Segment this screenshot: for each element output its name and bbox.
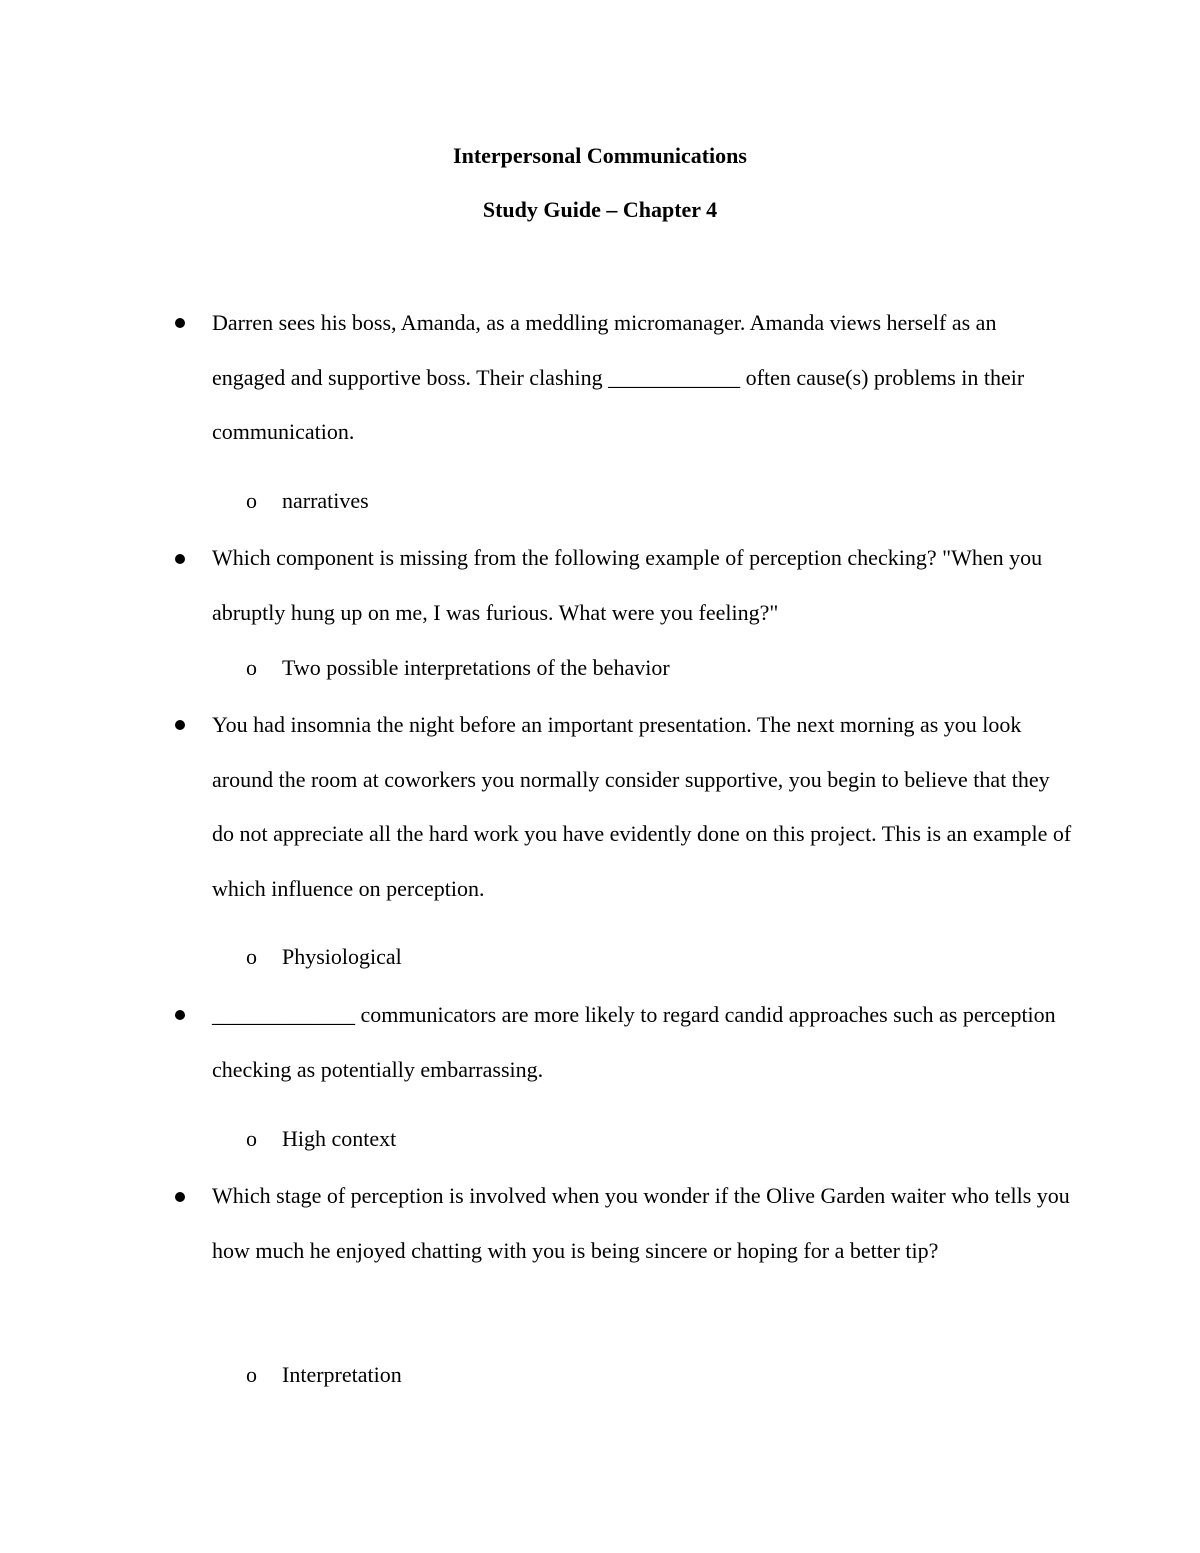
answer-marker: o <box>246 944 257 969</box>
question-3: You had insomnia the night before an important presentation. The next morning as you look around the room at coworkers you normally consider supportive, you begin to believe that they do not appreciate all the hard work you have evidently done on this project. This is an example of which influence on perception. <box>212 712 1072 901</box>
bullet-icon <box>175 1010 185 1020</box>
question-5: Which stage of perception is involved when you wonder if the Olive Garden waiter who tells you how much he enjoyed chatting with you is being sincere or hoping for a better tip? <box>212 1183 1070 1263</box>
question-1: Darren sees his boss, Amanda, as a meddling micromanager. Amanda views herself as an engaged and supportive boss. Their clashing ____________ often cause(s) problems in their communication. <box>212 310 1025 444</box>
answer-marker: o <box>246 488 257 513</box>
answer-marker: o <box>246 1362 257 1387</box>
document-subtitle: Study Guide – Chapter 4 <box>482 197 718 222</box>
question-4: _____________ communicators are more likely to regard candid approaches such as perception checking as potentially embarrassing. <box>212 1002 1056 1082</box>
answer-1 <box>246 488 369 514</box>
answer-2 <box>246 655 670 681</box>
answer-5 <box>246 1362 402 1388</box>
bullet-icon <box>175 1192 185 1202</box>
answer-4 <box>246 1126 396 1152</box>
answer-3-text: Physiological <box>282 944 402 969</box>
question-2: Which component is missing from the following example of perception checking? "When you abruptly hung up on me, I was furious. What were you feeling?" <box>212 545 1043 625</box>
bullet-icon <box>175 554 185 564</box>
answer-2-text: Two possible interpretations of the behavior <box>282 655 670 680</box>
answer-4-text: High context <box>282 1126 397 1151</box>
answer-1-text: narratives <box>282 488 369 513</box>
bullet-icon <box>175 720 185 730</box>
answer-3 <box>246 944 402 970</box>
document-title: Interpersonal Communications <box>453 143 747 168</box>
bullet-icon <box>175 318 185 328</box>
answer-marker: o <box>246 1126 257 1151</box>
answer-marker: o <box>246 655 257 680</box>
answer-5-text: Interpretation <box>282 1362 402 1387</box>
